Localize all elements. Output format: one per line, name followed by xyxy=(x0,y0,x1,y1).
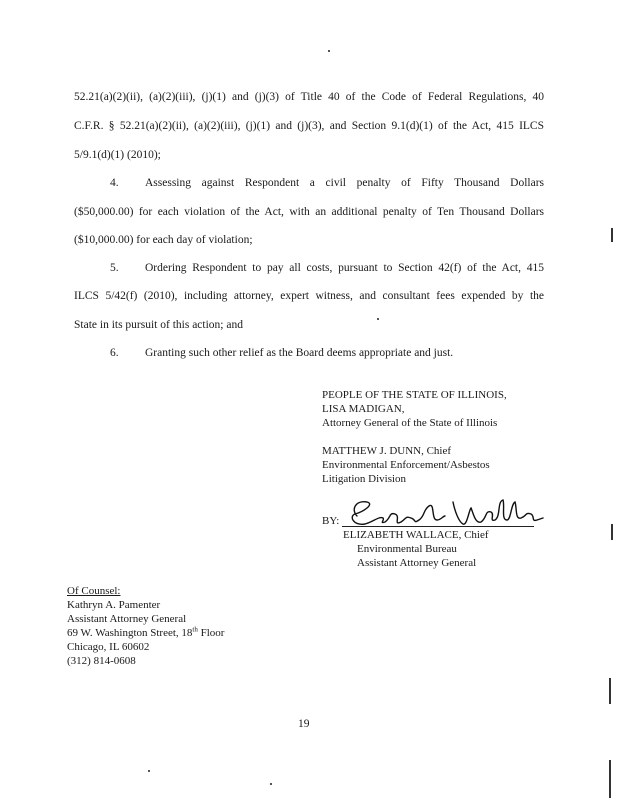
scan-speck xyxy=(270,783,272,785)
para3-line2: C.F.R. § 52.21(a)(2)(ii), (a)(2)(iii), (j)(1) and (j)(3), and Section 9.1(d)(1) of the Act, 415 ILCS xyxy=(74,120,544,132)
scan-speck xyxy=(377,318,379,320)
scan-mark xyxy=(609,678,611,704)
para4-line3: ($10,000.00) for each day of violation; xyxy=(74,234,253,246)
counsel-title: Assistant Attorney General xyxy=(67,613,187,625)
counsel-street-main: 69 W. Washington Street, 18 xyxy=(67,627,193,639)
signer-bureau: Environmental Bureau xyxy=(357,543,457,555)
counsel-street-ordinal: th xyxy=(192,625,198,634)
para5-line2: ILCS 5/42(f) (2010), including attorney, expert witness, and consultant fees expended by the xyxy=(74,290,544,302)
counsel-street xyxy=(67,626,224,640)
scan-speck xyxy=(328,50,330,52)
para4-line2: ($50,000.00) for each violation of the Act, with an additional penalty of Ten Thousand Dollars xyxy=(74,206,544,218)
para6-line1: Granting such other relief as the Board deems appropriate and just. xyxy=(145,347,454,359)
counsel-name: Kathryn A. Pamenter xyxy=(67,599,161,611)
counsel-phone: (312) 814-0608 xyxy=(67,655,136,667)
signer-title: Assistant Attorney General xyxy=(357,557,477,569)
para4-line1: Assessing against Respondent a civil penalty of Fifty Thousand Dollars xyxy=(145,177,544,189)
para3-line3: 5/9.1(d)(1) (2010); xyxy=(74,149,161,161)
para5-line1: Ordering Respondent to pay all costs, pursuant to Section 42(f) of the Act, 415 xyxy=(145,262,544,274)
para5-number: 5. xyxy=(110,262,119,274)
counsel-city: Chicago, IL 60602 xyxy=(67,641,150,653)
of-counsel-heading: Of Counsel: xyxy=(67,585,121,597)
attorney-general-name: LISA MADIGAN, xyxy=(322,403,405,415)
chief-name: MATTHEW J. DUNN, Chief xyxy=(322,445,452,457)
para3-line1: 52.21(a)(2)(ii), (a)(2)(iii), (j)(1) and (j)(3) of Title 40 of the Code of Federal Regulations, 40 xyxy=(74,91,544,103)
para6-number: 6. xyxy=(110,347,119,359)
party-name: PEOPLE OF THE STATE OF ILLINOIS, xyxy=(322,389,507,401)
para5-line3: State in its pursuit of this action; and xyxy=(74,319,243,331)
chief-division-line1: Environmental Enforcement/Asbestos xyxy=(322,459,490,471)
scan-mark xyxy=(611,524,613,540)
scan-speck xyxy=(148,770,150,772)
chief-division-line2: Litigation Division xyxy=(322,473,407,485)
para4-number: 4. xyxy=(110,177,119,189)
attorney-general-title: Attorney General of the State of Illinois xyxy=(322,417,498,429)
scan-mark xyxy=(609,760,611,798)
by-label: BY: xyxy=(322,515,340,527)
scan-mark xyxy=(611,228,613,242)
counsel-street-floor: Floor xyxy=(197,627,225,639)
handwritten-signature xyxy=(345,496,545,532)
signer-name: ELIZABETH WALLACE, Chief xyxy=(343,529,489,541)
page-number: 19 xyxy=(298,718,310,730)
